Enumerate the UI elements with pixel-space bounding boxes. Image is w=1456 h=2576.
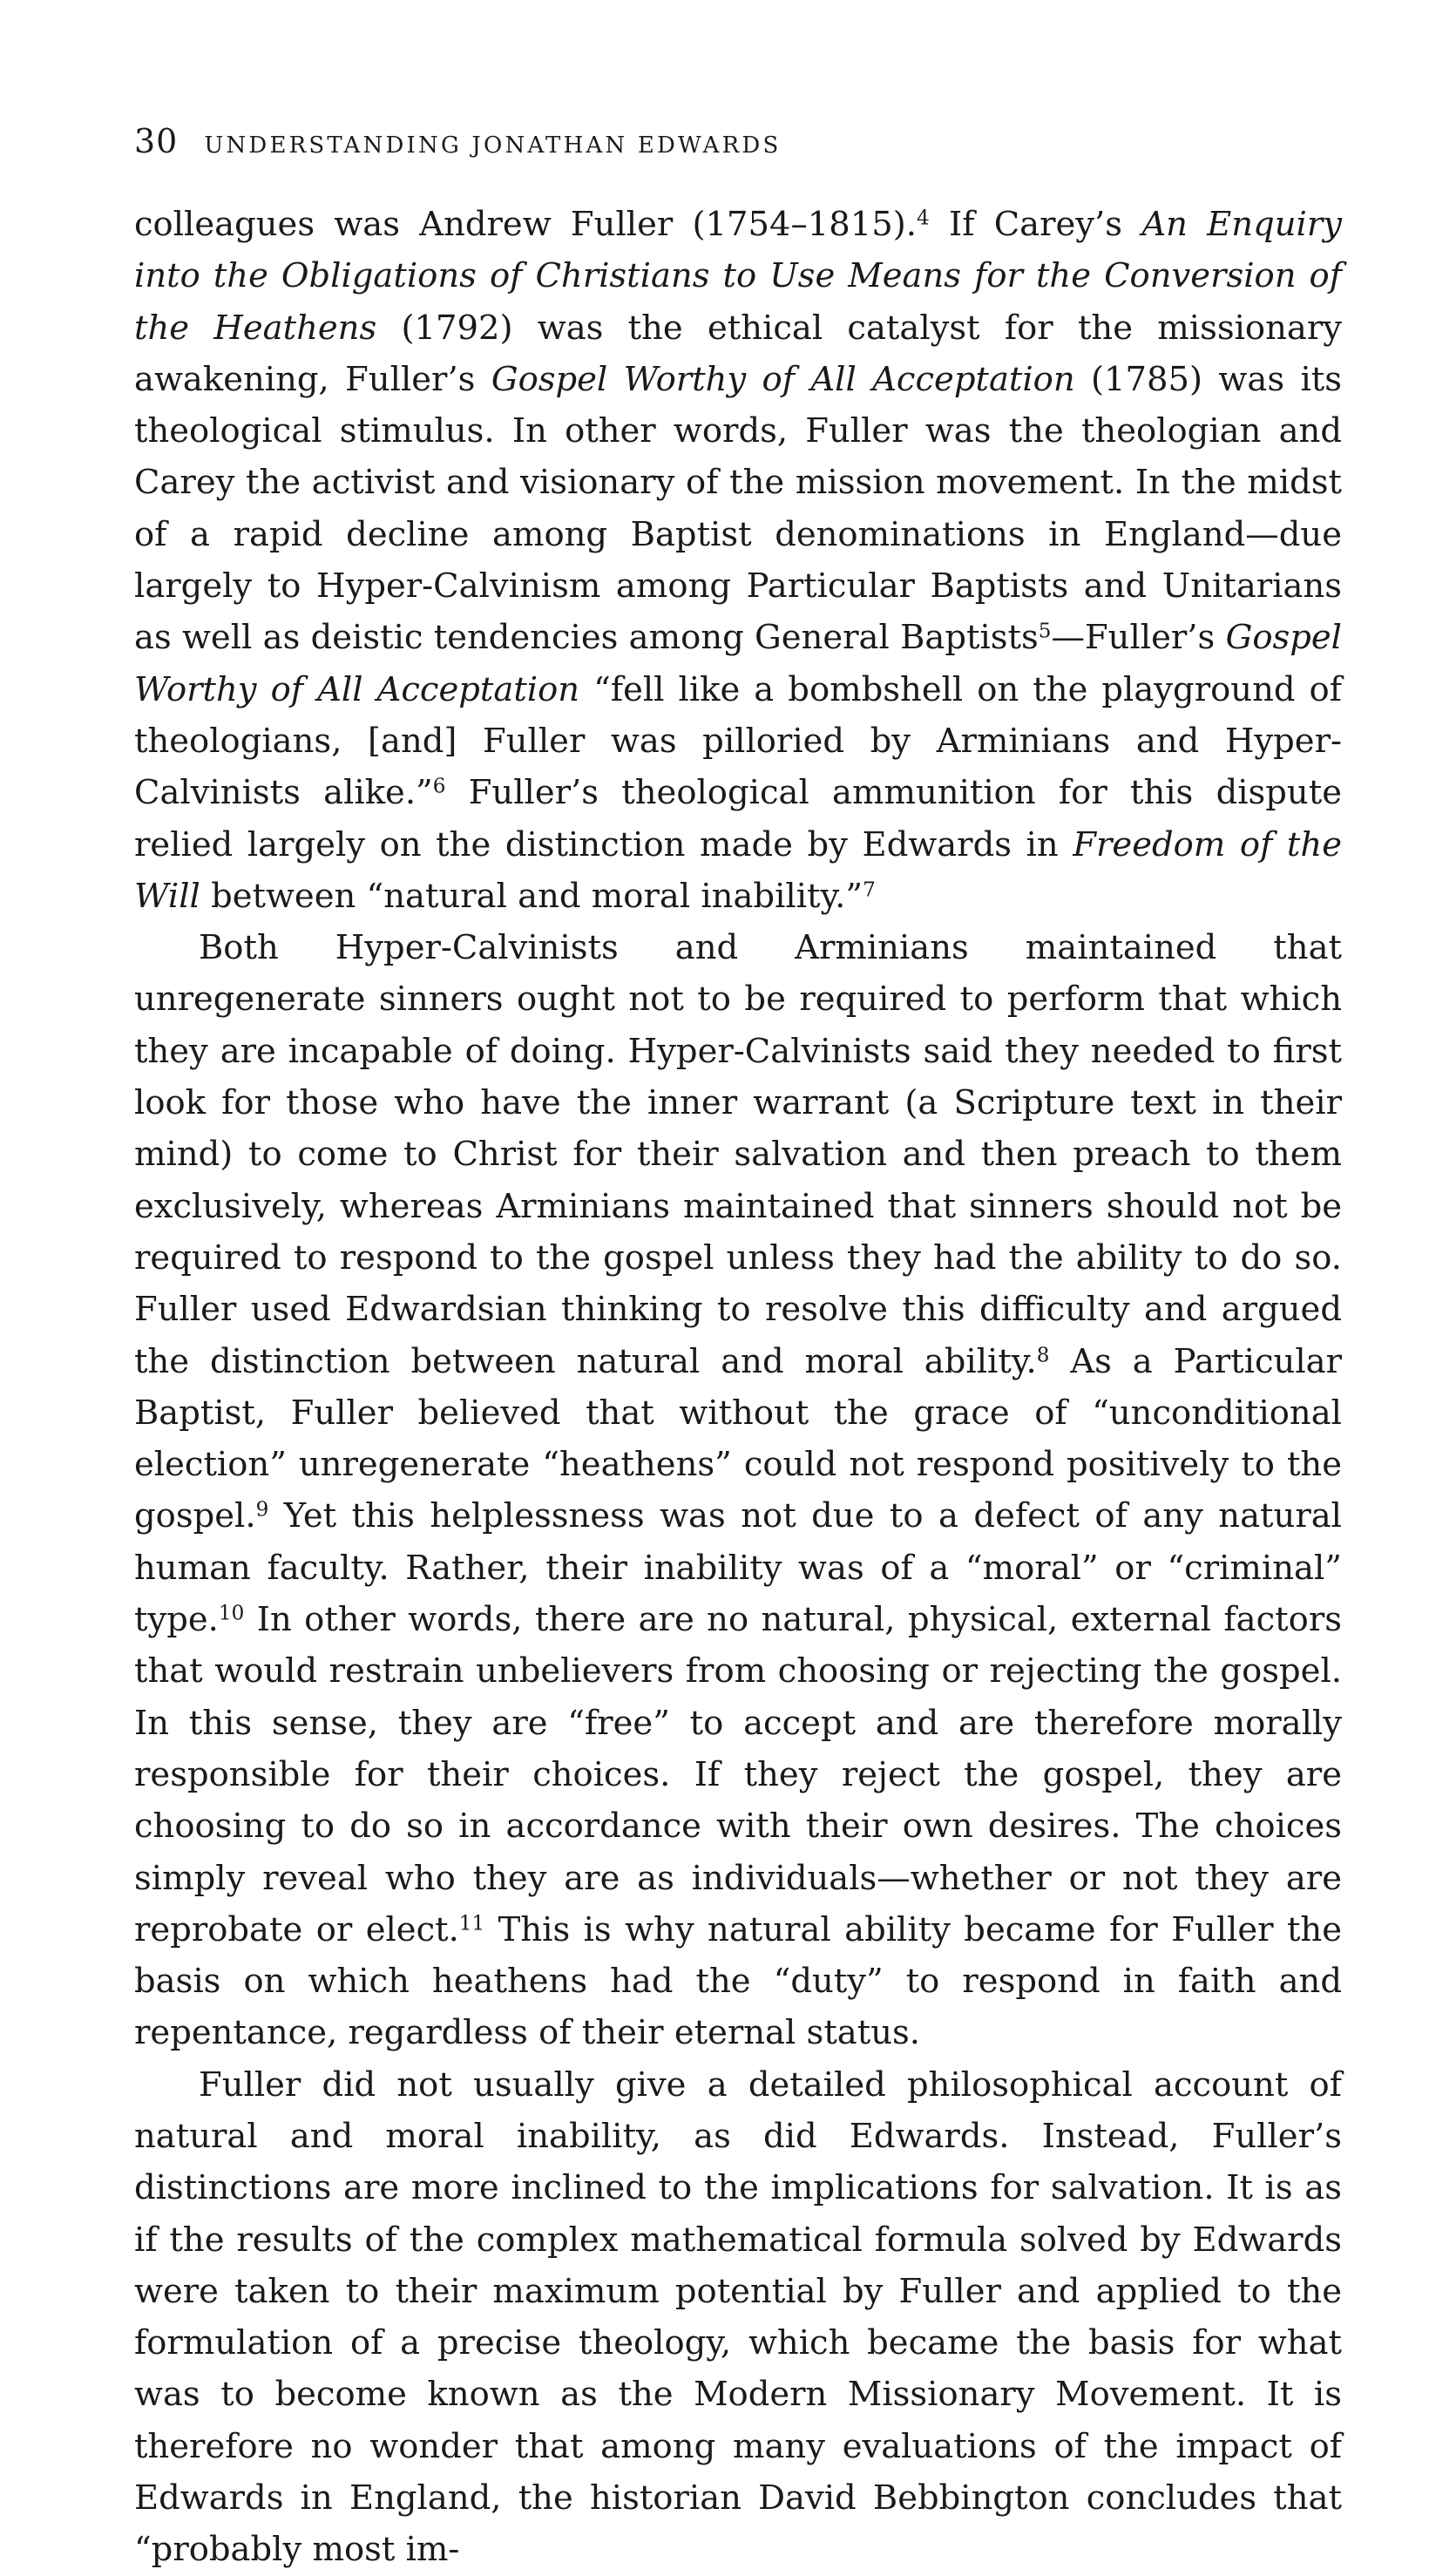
body-text — [134, 199, 1342, 2576]
italic-title: Gospel Worthy of All Acceptation — [134, 618, 1342, 709]
running-title: UNDERSTANDING JONATHAN EDWARDS — [204, 132, 782, 159]
paragraph — [134, 199, 1342, 922]
italic-title: Gospel Worthy of All Acceptation — [491, 359, 1075, 399]
footnote-ref: 11 — [458, 1912, 485, 1935]
text-run: colleagues was Andrew Fuller (1754–1815). — [134, 205, 918, 244]
paragraph — [134, 2059, 1342, 2576]
text-run: —Fuller’s — [1051, 618, 1226, 658]
text-run: Yet this helplessness was not due to a defect of any natural human faculty. Rather, their inability was of a “moral” or “criminal” type. — [134, 1496, 1342, 1640]
footnote-ref: 10 — [218, 1602, 245, 1625]
footnote-ref: 8 — [1036, 1343, 1050, 1366]
paragraph — [134, 922, 1342, 2059]
text-run: “fell like a bombshell on the playground of theologians, [and] Fuller was pilloried by Arminians and Hyper-Calvinists alike.” — [134, 669, 1342, 813]
page-number: 30 — [134, 122, 179, 160]
text-run: between “natural and moral inability.” — [200, 876, 863, 916]
footnote-ref: 6 — [432, 775, 446, 798]
running-head — [134, 122, 782, 174]
text-run: Both Hyper-Calvinists and Arminians maintained that unregenerate sinners ought not to be required to perform that which they are incapable of doing. Hyper-Calvinists said they needed to first look for those who have the inner warrant (a Scripture text in their mind) to come to Christ for their salvation and then preach to them exclusively, whereas Arminians maintained that sinners should not be required to respond to the gospel unless they had the ability to do so. Fuller used Edwardsian thinking to resolve this difficulty and argued the distinction between natural and moral ability. — [134, 928, 1342, 1381]
text-run: (1792) was the ethical catalyst for the missionary awakening, Fuller’s — [134, 308, 1342, 399]
footnote-ref: 9 — [255, 1498, 269, 1522]
text-run: (1785) was its theological stimulus. In other words, Fuller was the theologian and Carey the activist and visionary of the mission movement. In the midst of a rapid decline among Baptist denominations in England—due largely to Hyper-Calvinism among Particular Baptists and Unitarians as well as deistic tendencies among General Baptists — [134, 359, 1342, 658]
italic-title: Freedom of the Will — [134, 824, 1342, 916]
text-run: If Carey’s — [929, 205, 1142, 244]
text-run: This is why natural ability became for Fuller the basis on which heathens had the “duty” to respond in faith and repentance, regardless of their eternal status. — [134, 1909, 1342, 2053]
text-run: In other words, there are no natural, physical, external factors that would restrain unbelievers from choosing or rejecting the gospel. In this sense, they are “free” to accept and are therefore morally responsible for their choices. If they reject the gospel, they are choosing to do so in accordance with their own desires. The choices simply reveal who they are as individuals—whether or not they are reprobate or elect. — [134, 1600, 1342, 1949]
footnote-ref: 4 — [917, 207, 930, 230]
text-run: Fuller’s theological ammunition for this dispute relied largely on the distinction made by Edwards in — [134, 773, 1342, 864]
footnote-ref: 5 — [1038, 620, 1052, 643]
text-run: As a Particular Baptist, Fuller believed that without the grace of “unconditional election” unregenerate “heathens” could not respond positively to the gospel. — [134, 1341, 1343, 1536]
footnote-ref: 7 — [863, 878, 876, 902]
text-run: Fuller did not usually give a detailed philosophical account of natural and moral inability, as did Edwards. Instead, Fuller’s distinctions are more inclined to the implications for salvation. It is as if the results of the complex mathematical formula solved by Edwards were taken to their maximum potential by Fuller and applied to the formulation of a precise theology, which became the basis for what was to become known as the Modern Missionary Movement. It is therefore no wonder that among many evaluations of the impact of Edwards in England, the historian David Bebbington concludes that “probably most im- — [134, 2064, 1342, 2570]
italic-title: An Enquiry into the Obligations of Christians to Use Means for the Conversion of the Heathens — [134, 205, 1342, 348]
